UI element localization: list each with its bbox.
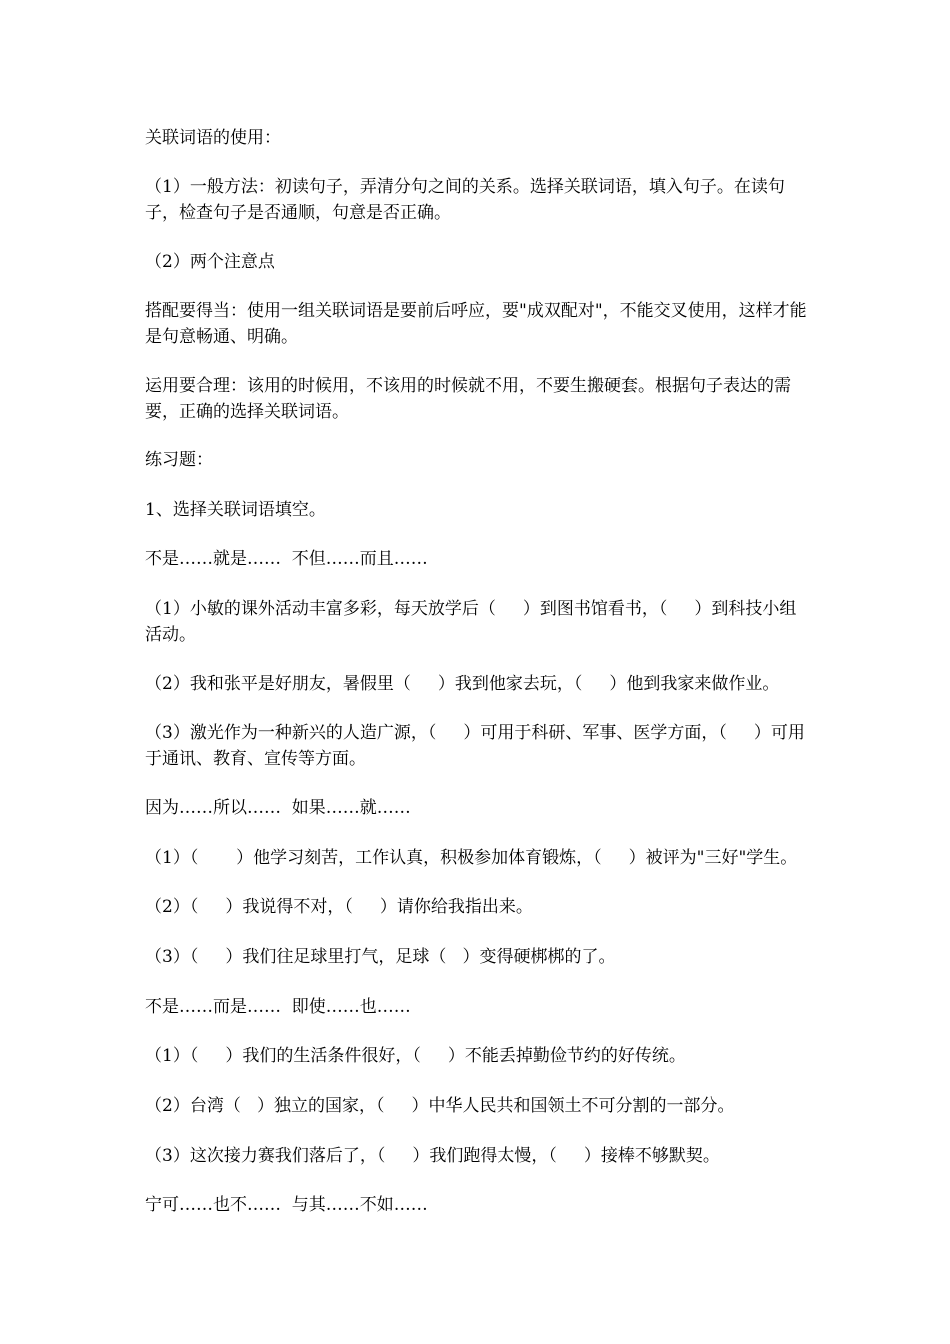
question-3-1: （1）（ ）我们的生活条件很好，（ ）不能丢掉勤俭节约的好传统。	[145, 1046, 686, 1066]
document-title: 关联词语的使用：	[145, 128, 281, 148]
question-2-3: （3）（ ）我们往足球里打气，足球（ ）变得硬梆梆的了。	[145, 947, 616, 967]
question-3-3: （3）这次接力赛我们落后了，（ ）我们跑得太慢，（ ）接棒不够默契。	[145, 1146, 720, 1166]
question-3-2: （2）台湾（ ）独立的国家，（ ）中华人民共和国领土不可分割的一部分。	[145, 1096, 735, 1116]
question-1-1: （1）小敏的课外活动丰富多彩，每天放学后（ ）到图书馆看书，（ ）到科技小组活动。	[145, 599, 797, 645]
question-2-2: （2）（ ）我说得不对，（ ）请你给我指出来。	[145, 897, 533, 917]
conjunction-pair-3: 不是……而是…… 即使……也……	[145, 997, 411, 1017]
conjunction-pair-4: 宁可……也不…… 与其……不如……	[145, 1195, 428, 1215]
exercise-1-heading: 1、选择关联词语填空。	[145, 500, 326, 520]
question-1-2: （2）我和张平是好朋友，暑假里（ ）我到他家去玩，（ ）他到我家来做作业。	[145, 674, 780, 694]
question-1-3: （3）激光作为一种新兴的人造广源，（ ）可用于科研、军事、医学方面，（ ）可用于通讯、教育、宣传等方面。	[145, 723, 805, 769]
question-2-1: （1）（ ）他学习刻苦，工作认真，积极参加体育锻炼，（ ）被评为"三好"学生。	[145, 848, 798, 868]
paragraph-usage: 运用要合理：该用的时候用，不该用的时候就不用，不要生搬硬套。根据句子表达的需要，正确的选择关联词语。	[145, 376, 791, 422]
conjunction-pair-1: 不是……就是…… 不但……而且……	[145, 549, 428, 569]
paragraph-two-points: （2）两个注意点	[145, 252, 275, 272]
paragraph-matching: 搭配要得当：使用一组关联词语是要前后呼应，要"成双配对"，不能交叉使用，这样才能是句意畅通、明确。	[145, 301, 807, 347]
exercise-heading: 练习题：	[145, 450, 213, 470]
conjunction-pair-2: 因为……所以…… 如果……就……	[145, 798, 411, 818]
paragraph-method: （1）一般方法：初读句子，弄清分句之间的关系。选择关联词语，填入句子。在读句子，检查句子是否通顺，句意是否正确。	[145, 177, 785, 223]
